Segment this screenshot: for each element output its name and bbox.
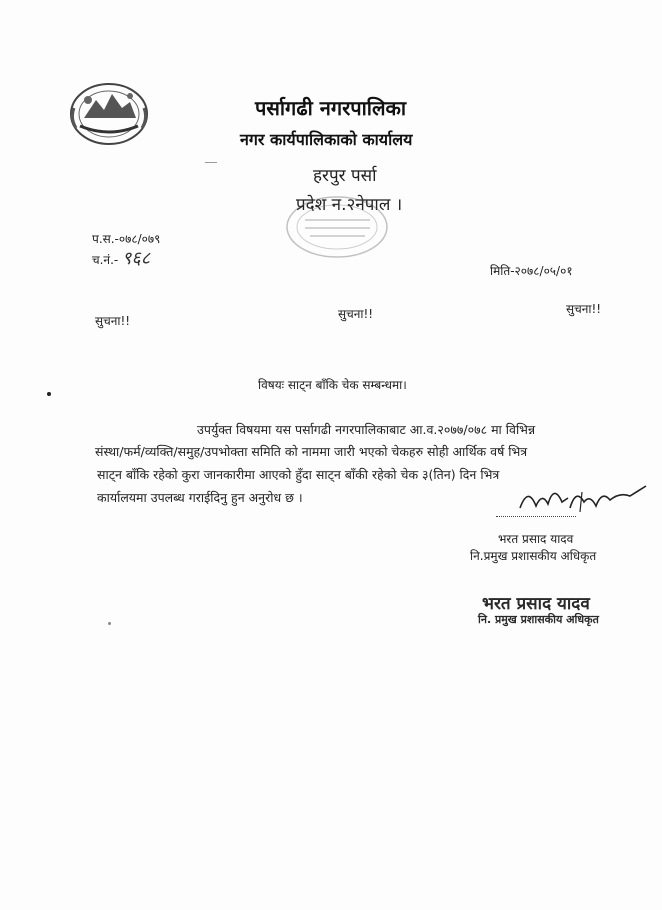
address-line-1: हरपुर पर्सा bbox=[313, 166, 377, 186]
nepal-emblem-icon bbox=[66, 78, 152, 148]
municipality-title: पर्सागढी नगरपालिका bbox=[255, 96, 407, 120]
notice-heading: सुचना!! bbox=[338, 307, 374, 321]
signature-line bbox=[496, 516, 576, 517]
name-stamp: भरत प्रसाद यादव bbox=[482, 594, 590, 614]
scan-mark bbox=[205, 162, 217, 163]
body-line: संस्था/फर्म/व्यक्ति/समुह/उपभोक्ता समिति को नाममा जारी भएको चेकहरु सोही आर्थिक वर्ष भित्र bbox=[95, 444, 528, 459]
scan-speck bbox=[108, 622, 111, 625]
body-line: कार्यालयमा उपलब्ध गराईदिनु हुन अनुरोध छ । bbox=[97, 490, 303, 505]
reference-number: प.स.-०७८/०७९ bbox=[92, 232, 161, 246]
handwritten-signature-icon bbox=[510, 478, 650, 518]
dispatch-number-value: ९६८ bbox=[122, 248, 151, 269]
office-subtitle: नगर कार्यपालिकाको कार्यालय bbox=[240, 130, 413, 149]
signatory-name: भरत प्रसाद यादव bbox=[498, 532, 574, 546]
dispatch-number-label: च.नं.- bbox=[92, 253, 119, 267]
body-line: उपर्युक्त विषयमा यस पर्सागढी नगरपालिकाबाट आ.व.२०७७/०७८ मा विभिन्न bbox=[197, 422, 536, 437]
address-line-2: प्रदेश न.२नेपाल । bbox=[296, 195, 403, 215]
signatory-title: नि.प्रमुख प्रशासकीय अधिकृत bbox=[470, 549, 597, 563]
office-stamp-icon bbox=[280, 192, 395, 262]
notice-heading: सुचना!! bbox=[95, 314, 131, 328]
body-line: साट्न बाँकि रहेको कुरा जानकारीमा आएको हुँदा साट्न बाँकी रहेको चेक ३(तिन) दिन भित्र bbox=[97, 467, 500, 482]
scan-speck bbox=[47, 392, 51, 396]
notice-heading: सुचना!! bbox=[566, 302, 602, 316]
title-stamp: नि. प्रमुख प्रशासकीय अधिकृत bbox=[478, 613, 599, 626]
letter-date: मिति-२०७८/०५/०१ bbox=[490, 264, 573, 278]
letter-subject: विषयः साट्न बाँकि चेक सम्बन्धमा। bbox=[258, 378, 407, 392]
